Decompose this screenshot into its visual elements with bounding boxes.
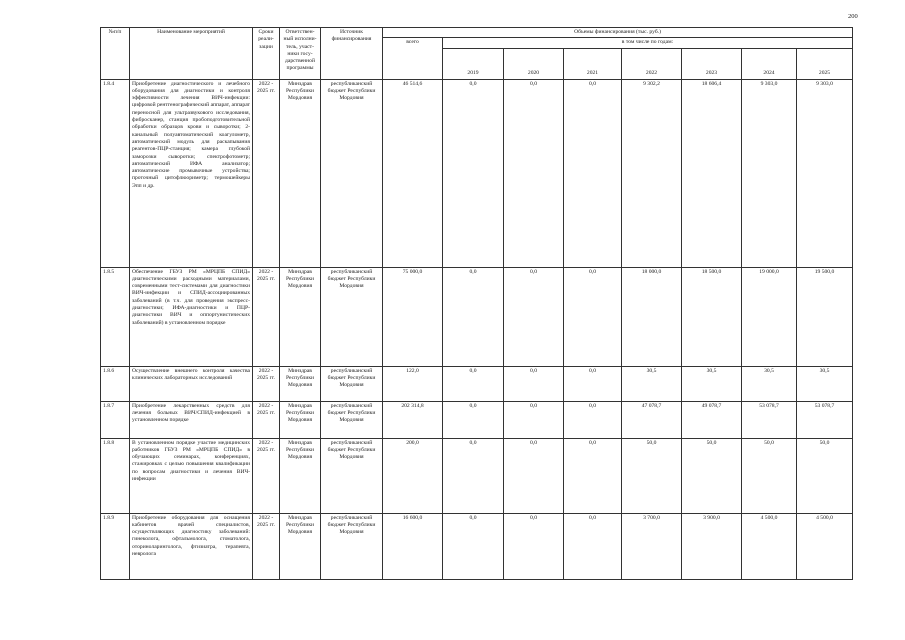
table-row	[101, 438, 853, 513]
row-executor: Минздрав Республики Мордовия	[280, 438, 321, 513]
header-num: №п/п	[101, 28, 130, 80]
row-year-value: 50,0	[622, 438, 682, 513]
row-year-value: 0,0	[564, 267, 622, 366]
row-year-value: 50,0	[797, 438, 853, 513]
row-year-value: 30,5	[742, 366, 797, 401]
row-year-value: 0,0	[564, 401, 622, 438]
row-year-value: 19 000,0	[742, 267, 797, 366]
row-year-value: 0,0	[564, 79, 622, 267]
header-by-years: в том числе по годам:	[443, 38, 853, 48]
row-year-value: 30,5	[622, 366, 682, 401]
row-executor: Минздрав Республики Мордовия	[280, 513, 321, 579]
row-year-value: 3 700,0	[622, 513, 682, 579]
row-year-value: 0,0	[504, 438, 564, 513]
row-terms: 2022 - 2025 гг.	[253, 79, 280, 267]
row-year-value: 0,0	[443, 79, 504, 267]
row-num: 1.8.4	[101, 79, 130, 267]
row-name: В установленном порядке участие медицинских работников ГБУЗ РМ «МРЦПБ СПИД» в обучающих семинарах, конференциях, стажировках с целью повышения квалификации по вопросам диагностики и лечения ВИЧ-инфекции	[130, 438, 253, 513]
row-year-value: 49 078,7	[682, 401, 742, 438]
table-row	[101, 401, 853, 438]
row-num: 1.8.9	[101, 513, 130, 579]
header-year: 2023	[682, 48, 742, 79]
row-executor: Минздрав Республики Мордовия	[280, 401, 321, 438]
row-source: республиканский бюджет Республики Мордовия	[321, 438, 383, 513]
row-total: 75 000,0	[383, 267, 443, 366]
header-year: 2024	[742, 48, 797, 79]
row-total: 46 514,6	[383, 79, 443, 267]
row-terms: 2022 - 2025 гг.	[253, 513, 280, 579]
table-row	[101, 366, 853, 401]
row-year-value: 0,0	[504, 366, 564, 401]
row-source: республиканский бюджет Республики Мордовия	[321, 513, 383, 579]
header-terms: Сроки реали- зации	[253, 28, 280, 80]
header-row-1	[101, 28, 853, 38]
row-source: республиканский бюджет Республики Мордовия	[321, 79, 383, 267]
row-year-value: 4 500,0	[797, 513, 853, 579]
row-year-value: 0,0	[564, 366, 622, 401]
header-executor: Ответствен- ный исполни- тель, участ- ники госу- дарственной программы	[280, 28, 321, 80]
row-year-value: 53 078,7	[797, 401, 853, 438]
funding-table	[100, 27, 853, 580]
header-year: 2021	[564, 48, 622, 79]
row-num: 1.8.6	[101, 366, 130, 401]
row-year-value: 0,0	[443, 267, 504, 366]
row-year-value: 0,0	[504, 79, 564, 267]
row-year-value: 0,0	[443, 513, 504, 579]
table-row	[101, 79, 853, 267]
page-number: 200	[848, 13, 858, 20]
row-year-value: 0,0	[504, 267, 564, 366]
row-source: республиканский бюджет Республики Мордовия	[321, 401, 383, 438]
row-year-value: 3 900,0	[682, 513, 742, 579]
row-year-value: 0,0	[443, 401, 504, 438]
header-year: 2019	[443, 48, 504, 79]
row-year-value: 19 500,0	[797, 267, 853, 366]
row-terms: 2022 - 2025 гг.	[253, 267, 280, 366]
header-year: 2025	[797, 48, 853, 79]
row-year-value: 50,0	[682, 438, 742, 513]
row-year-value: 53 078,7	[742, 401, 797, 438]
row-year-value: 30,5	[682, 366, 742, 401]
row-year-value: 0,0	[564, 513, 622, 579]
row-total: 202 314,8	[383, 401, 443, 438]
row-terms: 2022 - 2025 гг.	[253, 366, 280, 401]
row-num: 1.8.7	[101, 401, 130, 438]
row-year-value: 47 078,7	[622, 401, 682, 438]
row-name: Приобретение лекарственных средств для лечения больных ВИЧ/СПИД-инфекцией в установленном порядке	[130, 401, 253, 438]
row-year-value: 0,0	[443, 438, 504, 513]
row-source: республиканский бюджет Республики Мордовия	[321, 267, 383, 366]
row-source: республиканский бюджет Республики Мордовия	[321, 366, 383, 401]
row-num: 1.8.5	[101, 267, 130, 366]
row-year-value: 9 303,0	[797, 79, 853, 267]
header-source: Источник финансирования	[321, 28, 383, 80]
row-year-value: 30,5	[797, 366, 853, 401]
header-year: 2020	[504, 48, 564, 79]
row-total: 200,0	[383, 438, 443, 513]
header-funding: Объемы финансирования (тыс. руб.)	[383, 28, 853, 38]
row-executor: Минздрав Республики Мордовия	[280, 267, 321, 366]
row-name: Обеспечение ГБУЗ РМ «МРЦПБ СПИД» диагностическими расходными материалами, современными тест-системами для диагностики ВИЧ-инфекции и СПИД-ассоциированных заболеваний (в т.ч. для проведения экспресс-диагностики; ИФА-диагностики и ПЦР-диагностики ВИЧ и оппортунистических заболеваний) в установленном порядке	[130, 267, 253, 366]
row-year-value: 9 303,0	[742, 79, 797, 267]
row-year-value: 0,0	[443, 366, 504, 401]
row-year-value: 18 606,4	[682, 79, 742, 267]
header-year: 2022	[622, 48, 682, 79]
row-year-value: 0,0	[504, 401, 564, 438]
row-year-value: 4 500,0	[742, 513, 797, 579]
row-total: 122,0	[383, 366, 443, 401]
table-row	[101, 513, 853, 579]
row-terms: 2022 - 2025 гг.	[253, 438, 280, 513]
header-name: Наименование мероприятий	[130, 28, 253, 80]
row-num: 1.8.8	[101, 438, 130, 513]
row-executor: Минздрав Республики Мордовия	[280, 366, 321, 401]
row-year-value: 0,0	[564, 438, 622, 513]
header-total: всего	[383, 38, 443, 79]
row-name: Приобретение оборудования для оснащения кабинетов врачей специалистов, осуществляющих диагностику заболеваний: гинеколога, офтальмолога, стоматолога, оториноларинголога, фтизиатра, терапевта, невролога	[130, 513, 253, 579]
row-year-value: 18 000,0	[622, 267, 682, 366]
row-terms: 2022 - 2025 гг.	[253, 401, 280, 438]
row-year-value: 0,0	[504, 513, 564, 579]
row-year-value: 18 500,0	[682, 267, 742, 366]
row-name: Приобретение диагностического и лечебного оборудования для диагностики и контроля эффективности лечения ВИЧ-инфекции: цифровой рентгенографический аппарат, аппарат переносной для ультразвукового исследования, фибросканер, станция пробоподготовительной обработки образцов крови и сыворотки; 2-канальный полуавтоматический коагулометр, автоматический модуль для раскапывания реагентов-ПЦР-станция; камера глубокой заморозки сыворотки; спектрофотометр; автоматический ИФА анализатор; автоматические промывочные устройства; проточный цитофлюориметр; термошейкеры Эпп и др.	[130, 79, 253, 267]
row-year-value: 50,0	[742, 438, 797, 513]
row-executor: Минздрав Республики Мордовия	[280, 79, 321, 267]
row-name: Осуществление внешнего контроля качества клинических лабораторных исследований	[130, 366, 253, 401]
table-row	[101, 267, 853, 366]
row-total: 16 600,0	[383, 513, 443, 579]
row-year-value: 9 302,2	[622, 79, 682, 267]
